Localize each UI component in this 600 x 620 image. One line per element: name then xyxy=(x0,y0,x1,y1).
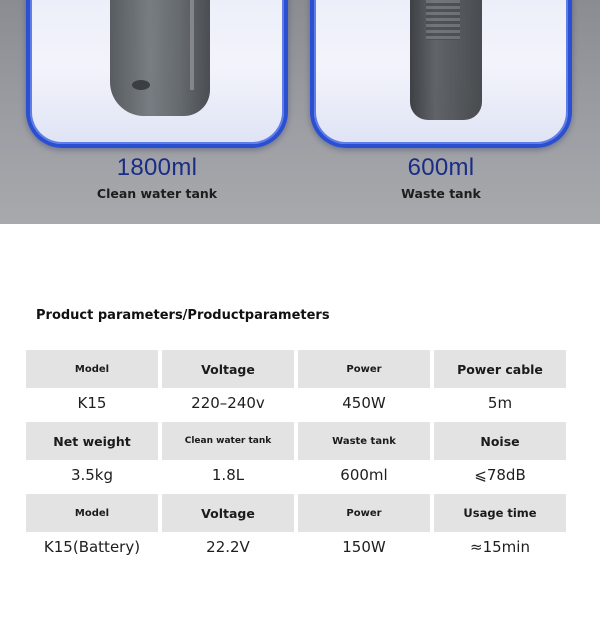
header-cell: Clean water tank xyxy=(162,422,294,460)
table-value-row xyxy=(26,532,566,562)
header-cell: Voltage xyxy=(162,494,294,532)
value-cell: 150W xyxy=(342,538,386,556)
waste-tank-image xyxy=(410,0,482,120)
value-cell: K15(Battery) xyxy=(43,538,141,556)
header-cell: Model xyxy=(26,494,158,532)
section-title: Product parameters/Productparameters xyxy=(36,308,330,323)
clean-water-tank-card xyxy=(26,0,288,148)
clean-water-tank-label: Clean water tank xyxy=(96,186,218,201)
value-cell: 3.5kg xyxy=(70,466,114,484)
clean-water-tank-image xyxy=(110,0,210,116)
header-cell: Noise xyxy=(434,422,566,460)
header-cell: Voltage xyxy=(162,350,294,388)
value-cell: 450W xyxy=(342,394,386,412)
waste-tank-label: Waste tank xyxy=(401,186,481,201)
table-value-row xyxy=(26,388,566,418)
value-cell: ⩽78dB xyxy=(474,466,526,484)
header-cell: Power xyxy=(298,350,430,388)
value-cell: 600ml xyxy=(340,466,388,484)
value-cell: ≈15min xyxy=(470,538,530,556)
waste-tank-card xyxy=(310,0,572,148)
table-header-row xyxy=(26,494,566,532)
table-header-row xyxy=(26,350,566,388)
parameters-table xyxy=(26,350,566,566)
header-cell: Net weight xyxy=(26,422,158,460)
value-cell: 5m xyxy=(487,394,513,412)
waste-tank-capacity: 600ml xyxy=(407,154,475,181)
header-cell: Waste tank xyxy=(298,422,430,460)
header-cell: Usage time xyxy=(434,494,566,532)
header-cell: Power cable xyxy=(434,350,566,388)
product-banner xyxy=(0,0,600,224)
clean-water-tank-capacity: 1800ml xyxy=(116,154,198,181)
header-cell: Power xyxy=(298,494,430,532)
value-cell: 1.8L xyxy=(211,466,245,484)
header-cell: Model xyxy=(26,350,158,388)
table-value-row xyxy=(26,460,566,490)
table-header-row xyxy=(26,422,566,460)
value-cell: 22.2V xyxy=(206,538,250,556)
value-cell: 220–240v xyxy=(191,394,265,412)
value-cell: K15 xyxy=(77,394,107,412)
